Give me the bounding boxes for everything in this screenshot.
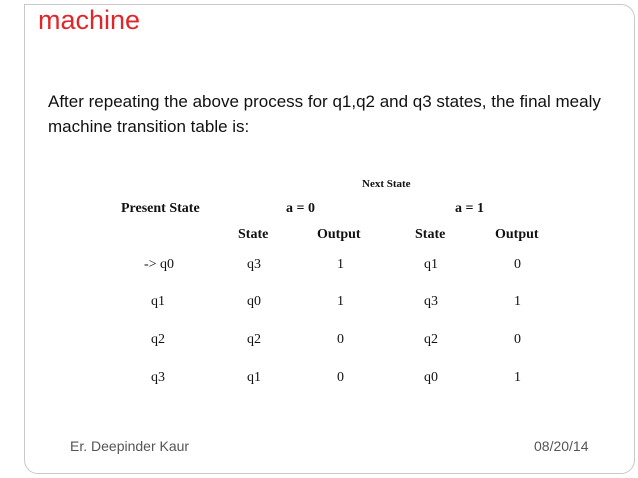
table-cell-output-a1: 1: [514, 370, 521, 385]
table-cell-output-a0: 0: [337, 332, 344, 347]
footer-author: Er. Deepinder Kaur: [70, 438, 190, 454]
table-cell-output-a1: 1: [514, 294, 521, 309]
sub-header-state-a0: State: [238, 227, 269, 242]
table-cell-state-a0: q0: [247, 294, 261, 309]
slide-title: machine: [38, 5, 141, 35]
table-cell-state-a0: q2: [247, 332, 261, 347]
table-cell-present: q3: [151, 370, 165, 385]
table-cell-output-a0: 1: [337, 294, 344, 309]
present-state-header: Present State: [121, 201, 200, 216]
table-cell-state-a1: q3: [424, 294, 438, 309]
sub-header-state-a1: State: [415, 227, 446, 242]
table-cell-present: q2: [151, 332, 165, 347]
intro-text: After repeating the above process for q1,q2 and q3 states, the final mealy machine transition table is:: [48, 92, 601, 136]
table-cell-output-a0: 1: [337, 257, 344, 272]
sub-header-output-a0: Output: [317, 227, 361, 242]
table-cell-output-a1: 0: [514, 332, 521, 347]
table-cell-state-a1: q0: [424, 370, 438, 385]
table-cell-state-a0: q1: [247, 370, 261, 385]
footer-date: 08/20/14: [534, 438, 589, 454]
table-cell-present: q1: [151, 294, 165, 309]
sub-header-output-a1: Output: [495, 227, 539, 242]
table-cell-state-a0: q3: [247, 257, 261, 272]
table-cell-state-a1: q1: [424, 257, 438, 272]
table-cell-present: -> q0: [144, 257, 175, 272]
table-cell-output-a0: 0: [337, 370, 344, 385]
table-cell-output-a1: 0: [514, 257, 521, 272]
next-state-header: Next State: [362, 178, 411, 190]
input-a0-header: a = 0: [286, 201, 315, 216]
table-cell-state-a1: q2: [424, 332, 438, 347]
input-a1-header: a = 1: [455, 201, 484, 216]
